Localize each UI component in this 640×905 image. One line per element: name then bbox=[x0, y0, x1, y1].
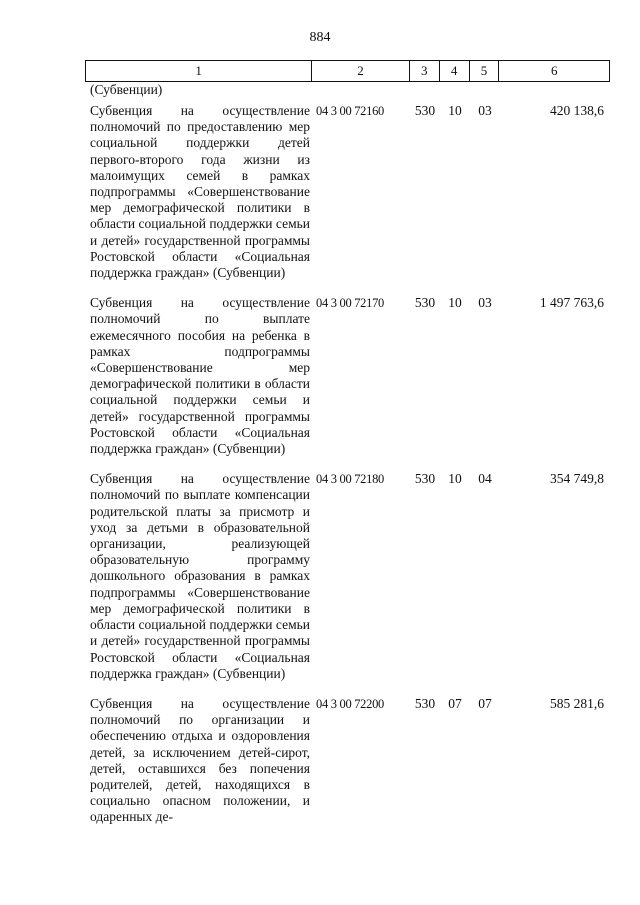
row-col-5: 04 bbox=[478, 471, 492, 487]
row-code: 04 3 00 72170 bbox=[316, 296, 384, 311]
row-col-3: 530 bbox=[414, 471, 436, 487]
row-col-5: 03 bbox=[478, 103, 492, 118]
row-col-3: 530 bbox=[414, 103, 436, 118]
row-col-3: 530 bbox=[414, 295, 436, 311]
header-col-4: 4 bbox=[440, 61, 470, 81]
row-col-4: 10 bbox=[448, 471, 462, 487]
row-code: 04 3 00 72200 bbox=[316, 696, 384, 711]
row-col-4: 10 bbox=[448, 295, 462, 311]
header-col-6: 6 bbox=[550, 63, 558, 78]
row-col-4: 07 bbox=[448, 695, 462, 711]
table-row bbox=[85, 103, 610, 281]
table-row bbox=[85, 295, 610, 457]
table-row bbox=[85, 471, 610, 682]
row-description: Субвенция на осуществление полномочий по выплате ежемесячного пособия на ребенка в рамках подпрограммы «Совершенствование мер демографической политики в области социальной поддержки семьи и детей» государственной программы Ростовской области «Социальная поддержка граждан» (Субвенции) bbox=[90, 295, 310, 457]
row-code: 04 3 00 72160 bbox=[316, 104, 384, 118]
header-col-3: 3 bbox=[410, 61, 440, 81]
row-code: 04 3 00 72180 bbox=[316, 472, 384, 487]
row-sum: 420 138,6 bbox=[550, 103, 604, 118]
row-col-3: 530 bbox=[414, 695, 436, 711]
row-col-5: 07 bbox=[478, 695, 492, 711]
row-sum: 585 281,6 bbox=[550, 695, 604, 711]
row-description: Субвенция на осуществление полномочий по выплате компенсации родительской платы за присмотр и уход за детьми в образовательной организации, реализующей образовательную программу дошкольного образования в рамках подпрограммы «Совершенствование мер демографической политики в области социальной поддержки семьи и детей» государственной программы Ростовской области «Социальная поддержка граждан» (Субвенции) bbox=[90, 471, 310, 681]
row-sum: 1 497 763,6 bbox=[539, 295, 604, 311]
header-col-1: 1 bbox=[86, 61, 312, 81]
header-col-2: 2 bbox=[312, 61, 410, 81]
table-header bbox=[85, 60, 610, 82]
table-body bbox=[85, 103, 610, 840]
table-row bbox=[85, 696, 610, 826]
continuation-text: (Субвенции) bbox=[90, 82, 163, 97]
row-description: Субвенция на осуществление полномочий по предоставлению мер социальной поддержки детей первого-второго года жизни из малоимущих семей в рамках подпрограммы «Совершенствование мер демографической политики в области социальной поддержки семьи и детей» государственной программы Ростовской области «Социальная поддержка граждан» (Субвенции) bbox=[90, 103, 310, 281]
header-col-5: 5 bbox=[470, 61, 500, 81]
row-col-5: 03 bbox=[478, 295, 492, 311]
row-col-4: 10 bbox=[448, 103, 462, 118]
row-sum: 354 749,8 bbox=[550, 471, 604, 487]
row-description: Субвенция на осуществление полномочий по организации и обеспечению отдыха и оздоровления детей, за исключением детей-сирот, детей, оставшихся без попечения родителей, детей, находящихся в социально опасном положении, и одаренных де- bbox=[90, 695, 310, 825]
page-number: 884 bbox=[309, 30, 331, 45]
